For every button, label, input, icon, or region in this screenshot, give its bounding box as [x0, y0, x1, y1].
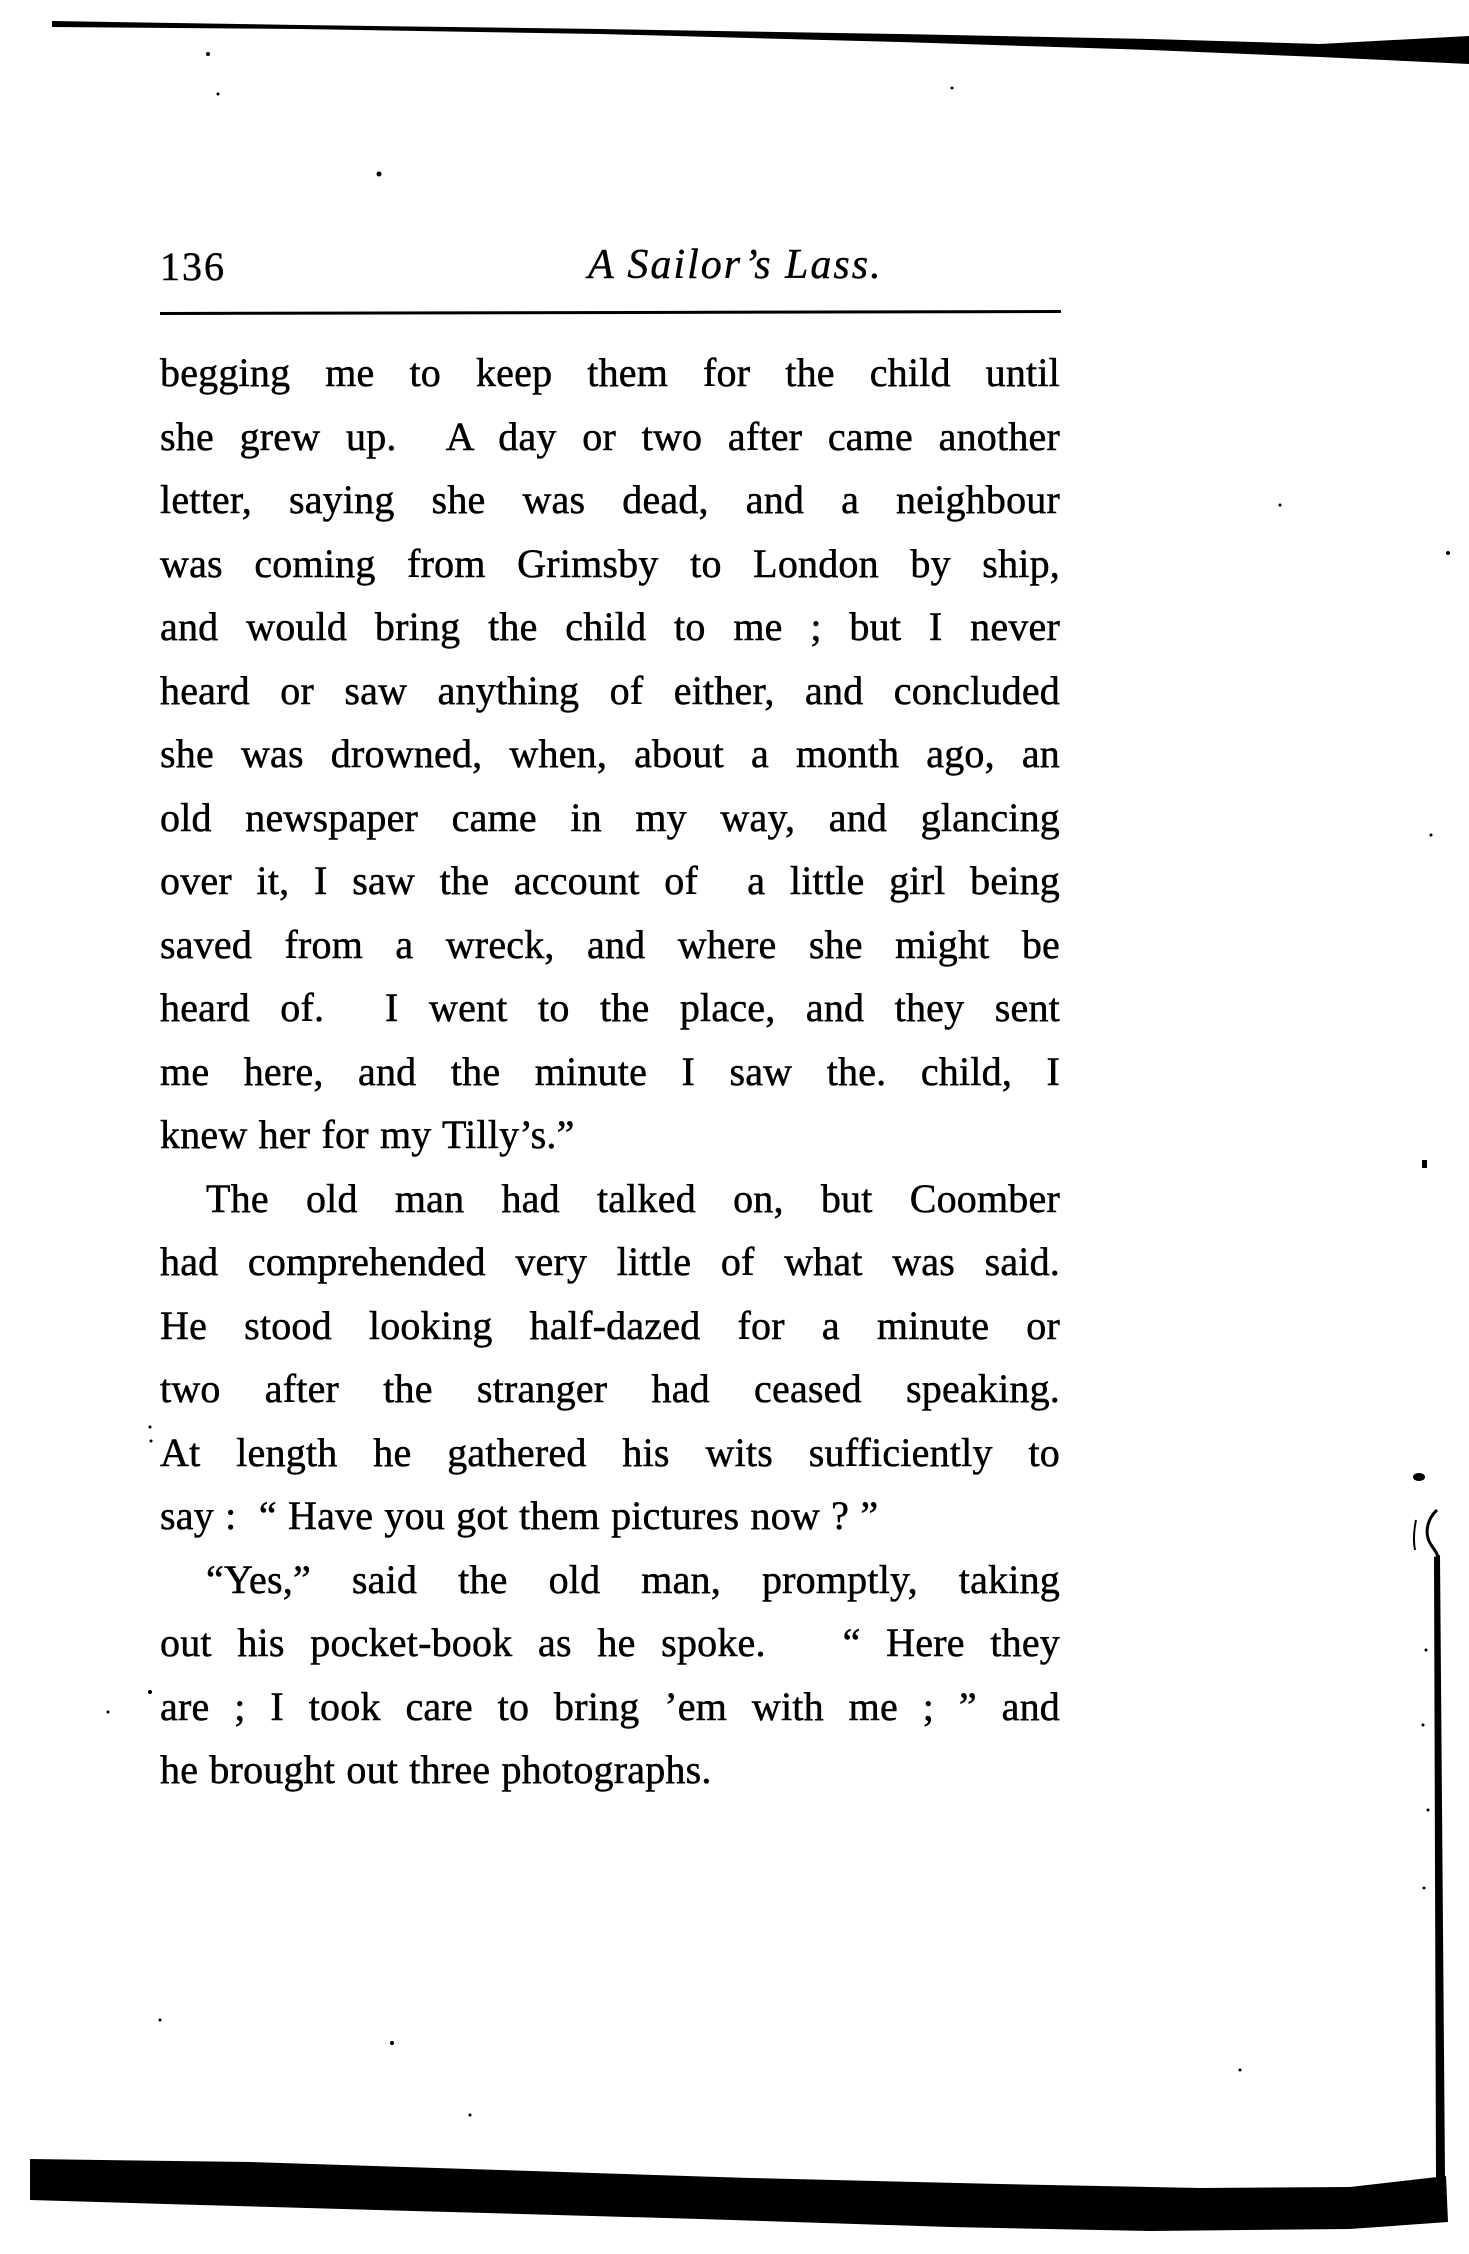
scan-edge-top — [52, 21, 1469, 64]
ink-speck — [149, 1426, 152, 1429]
ink-speck — [1446, 551, 1450, 555]
text-line: “Yes,” said the old man, promptly, taking — [206, 1556, 1060, 1602]
paragraph — [160, 1548, 1060, 1802]
text-line: out his pocket-book as he spoke. “ Here they — [160, 1620, 1060, 1665]
ink-speck — [1423, 1887, 1426, 1890]
text-line: letter, saying she was dead, and a neighbour — [160, 477, 1060, 522]
ink-speck — [469, 2114, 472, 2117]
text-line: and would bring the child to me ; but I never — [160, 604, 1060, 649]
margin-squiggle-mark — [1427, 1510, 1438, 1559]
text-line: say : “ Have you got them pictures now ? ” — [160, 1493, 879, 1538]
ink-speck — [1279, 504, 1282, 507]
ink-speck — [206, 52, 210, 56]
body-text — [160, 341, 1060, 1802]
text-line: old newspaper came in my way, and glancing — [160, 794, 1060, 840]
page-header — [160, 243, 1060, 305]
text-line: he brought out three photographs. — [160, 1747, 712, 1792]
paragraph — [160, 1167, 1060, 1548]
paragraph — [160, 341, 1060, 1167]
ink-speck — [951, 87, 954, 90]
text-line: over it, I saw the account of a little girl being — [160, 858, 1060, 903]
running-title: A Sailor’s Lass. — [588, 242, 883, 288]
text-line: saved from a wreck, and where she might be — [160, 921, 1060, 967]
ink-speck — [1239, 2069, 1242, 2072]
ink-speck — [1422, 1724, 1425, 1727]
scan-edge-bottom — [30, 2159, 1448, 2231]
margin-comma-mark — [1414, 1520, 1416, 1550]
text-line: begging me to keep them for the child until — [160, 350, 1060, 395]
text-line: had comprehended very little of what was said. — [160, 1239, 1060, 1284]
text-line: He stood looking half-dazed for a minute or — [160, 1302, 1060, 1348]
ink-speck — [1425, 1649, 1428, 1652]
ink-speck — [1422, 1160, 1427, 1168]
ink-speck — [390, 2041, 394, 2045]
text-line: The old man had talked on, but Coomber — [206, 1175, 1060, 1221]
ink-speck — [148, 1690, 152, 1694]
header-rule — [160, 310, 1061, 315]
text-line: she grew up. A day or two after came another — [160, 413, 1060, 459]
text-line: At length he gathered his wits sufficiently to — [160, 1429, 1060, 1475]
text-line: she was drowned, when, about a month ago, an — [160, 731, 1060, 776]
text-line: heard or saw anything of either, and concluded — [160, 667, 1060, 713]
text-line: two after the stranger had ceased speaking. — [160, 1366, 1060, 1411]
text-line: are ; I took care to bring ’em with me ; ” and — [160, 1683, 1060, 1729]
ink-blob — [1413, 1473, 1425, 1481]
text-line: knew her for my Tilly’s.” — [160, 1112, 575, 1157]
ink-speck — [217, 93, 220, 96]
ink-speck — [150, 1440, 153, 1443]
ink-speck — [1430, 834, 1433, 837]
page-number: 136 — [160, 244, 226, 289]
ink-speck — [159, 2019, 162, 2022]
text-line: heard of. I went to the place, and they sent — [160, 985, 1060, 1030]
text-line: was coming from Grimsby to London by ship, — [160, 540, 1060, 586]
ink-speck — [107, 1711, 110, 1714]
page-edge-line — [1434, 1555, 1445, 2178]
ink-speck — [1427, 1809, 1430, 1812]
text-line: me here, and the minute I saw the. child, I — [160, 1048, 1060, 1094]
ink-speck — [377, 172, 382, 177]
